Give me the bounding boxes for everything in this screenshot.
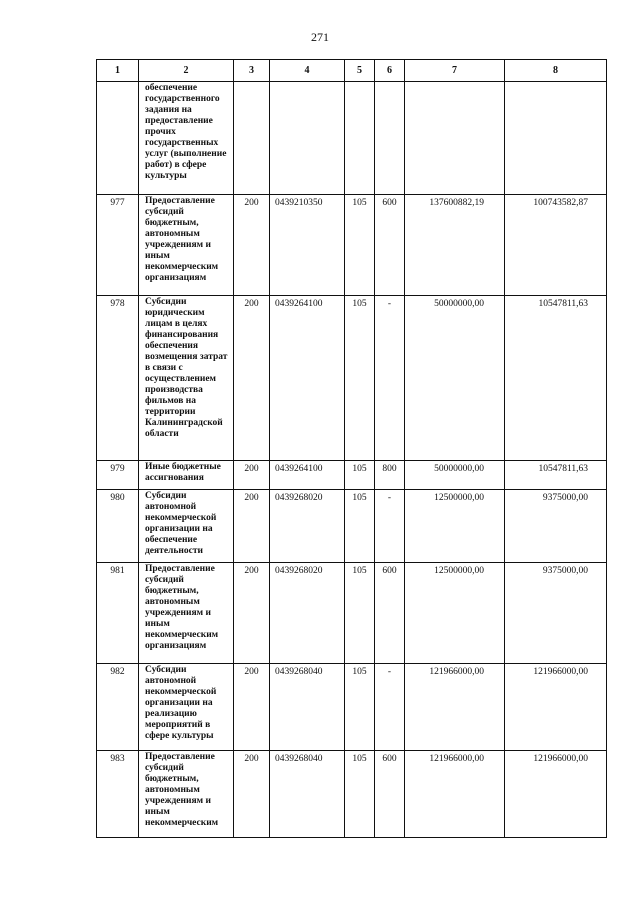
row-amount-8 <box>505 82 607 195</box>
row-amount-8: 9375000,00 <box>505 563 607 664</box>
row-rz: 105 <box>345 751 375 838</box>
row-name: Предоставление субсидий бюджетным, автономным учреждениям и иным некоммерческим организациям <box>139 563 234 664</box>
column-header: 2 <box>139 60 234 82</box>
row-number: 982 <box>97 664 139 751</box>
row-amount-8: 100743582,87 <box>505 195 607 296</box>
row-grbs: 200 <box>234 490 270 563</box>
row-amount-7: 12500000,00 <box>405 563 505 664</box>
row-amount-8: 9375000,00 <box>505 490 607 563</box>
row-rz <box>345 82 375 195</box>
page-number: 271 <box>311 30 329 44</box>
table-row <box>97 751 607 838</box>
row-amount-8: 121966000,00 <box>505 751 607 838</box>
row-vr: 600 <box>375 563 405 664</box>
row-amount-7: 12500000,00 <box>405 490 505 563</box>
row-rz: 105 <box>345 563 375 664</box>
row-name: обеспечение государственного задания на предоставление прочих государственных услуг (выполнение работ) в сфере культуры <box>139 82 234 195</box>
row-grbs: 200 <box>234 296 270 461</box>
row-name: Предоставление субсидий бюджетным, автономным учреждениям и иным некоммерческим <box>139 751 234 838</box>
table-row <box>97 664 607 751</box>
row-vr: 600 <box>375 195 405 296</box>
column-header: 1 <box>97 60 139 82</box>
row-name: Субсидии юридическим лицам в целях финансирования обеспечения возмещения затрат в связи с осуществлением производства фильмов на территории Калининградской области <box>139 296 234 461</box>
row-name: Иные бюджетные ассигнования <box>139 461 234 490</box>
row-vr: - <box>375 490 405 563</box>
row-csr: 0439268040 <box>270 751 345 838</box>
row-amount-8: 10547811,63 <box>505 296 607 461</box>
row-vr: - <box>375 296 405 461</box>
row-grbs: 200 <box>234 664 270 751</box>
row-vr: 600 <box>375 751 405 838</box>
table-row <box>97 195 607 296</box>
column-header: 6 <box>375 60 405 82</box>
row-rz: 105 <box>345 195 375 296</box>
row-name: Субсидии автономной некоммерческой организации на реализацию мероприятий в сфере культуры <box>139 664 234 751</box>
row-vr: 800 <box>375 461 405 490</box>
column-header: 8 <box>505 60 607 82</box>
row-number: 977 <box>97 195 139 296</box>
table-header-row <box>97 60 607 82</box>
row-vr <box>375 82 405 195</box>
table-row <box>97 563 607 664</box>
row-name: Субсидии автономной некоммерческой организации на обеспечение деятельности <box>139 490 234 563</box>
row-rz: 105 <box>345 461 375 490</box>
table-row <box>97 296 607 461</box>
row-grbs: 200 <box>234 751 270 838</box>
row-grbs: 200 <box>234 563 270 664</box>
budget-table <box>96 59 607 838</box>
row-number: 983 <box>97 751 139 838</box>
row-amount-7: 50000000,00 <box>405 461 505 490</box>
table-row <box>97 82 607 195</box>
row-number: 981 <box>97 563 139 664</box>
row-csr: 0439268040 <box>270 664 345 751</box>
row-rz: 105 <box>345 664 375 751</box>
row-rz: 105 <box>345 490 375 563</box>
row-number: 978 <box>97 296 139 461</box>
row-csr: 0439268020 <box>270 490 345 563</box>
row-amount-7: 121966000,00 <box>405 664 505 751</box>
column-header: 3 <box>234 60 270 82</box>
row-amount-7: 137600882,19 <box>405 195 505 296</box>
row-grbs: 200 <box>234 195 270 296</box>
row-number <box>97 82 139 195</box>
row-csr: 0439210350 <box>270 195 345 296</box>
row-number: 980 <box>97 490 139 563</box>
row-csr: 0439264100 <box>270 461 345 490</box>
row-csr: 0439268020 <box>270 563 345 664</box>
column-header: 5 <box>345 60 375 82</box>
row-rz: 105 <box>345 296 375 461</box>
row-amount-7: 50000000,00 <box>405 296 505 461</box>
row-grbs <box>234 82 270 195</box>
row-amount-8: 121966000,00 <box>505 664 607 751</box>
row-name: Предоставление субсидий бюджетным, автономным учреждениям и иным некоммерческим организациям <box>139 195 234 296</box>
column-header: 4 <box>270 60 345 82</box>
row-csr <box>270 82 345 195</box>
table-row <box>97 490 607 563</box>
row-vr: - <box>375 664 405 751</box>
column-header: 7 <box>405 60 505 82</box>
row-grbs: 200 <box>234 461 270 490</box>
row-csr: 0439264100 <box>270 296 345 461</box>
row-amount-7 <box>405 82 505 195</box>
row-number: 979 <box>97 461 139 490</box>
row-amount-7: 121966000,00 <box>405 751 505 838</box>
row-amount-8: 10547811,63 <box>505 461 607 490</box>
table-row <box>97 461 607 490</box>
